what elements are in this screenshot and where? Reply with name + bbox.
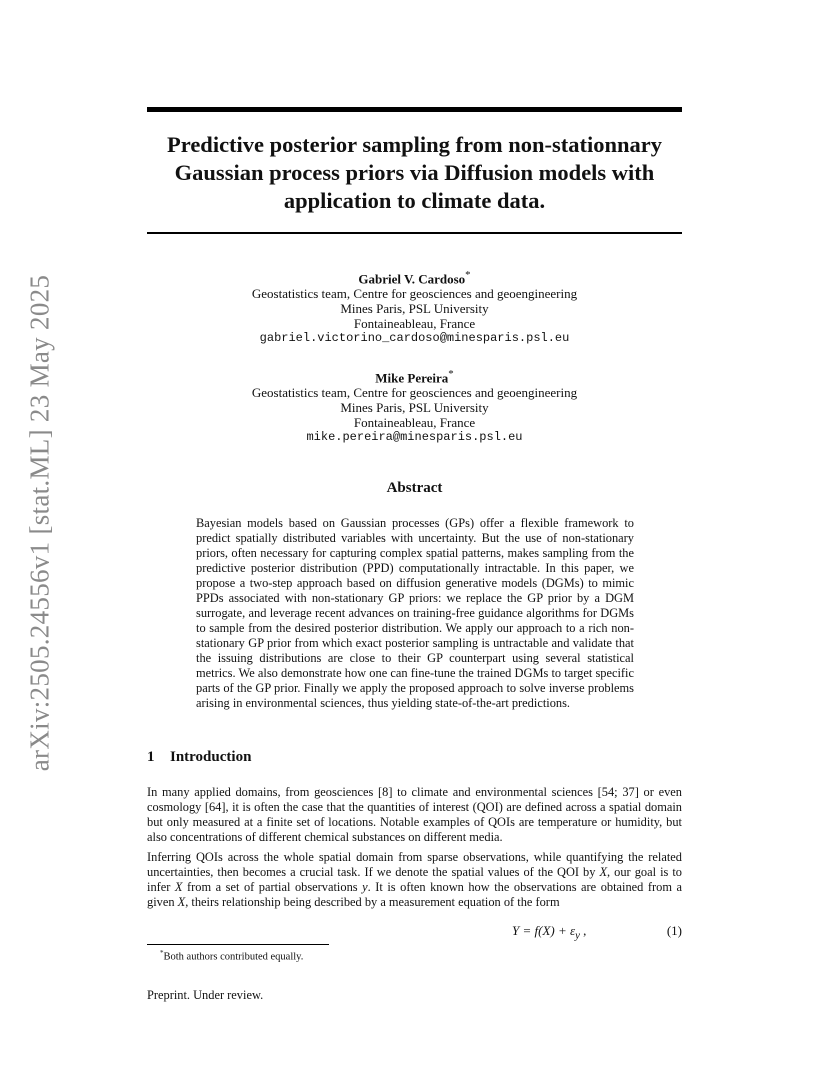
intro-paragraph-1: In many applied domains, from geosciences [8] to climate and environmental sciences [54; 37] or even cosmology [64], it is often the case that the quantities of interest (QOI) are defined across a spatial domain but only measured at a finite set of locations. Notable examples of QOIs are temperature or humidity, but also concentrations of different chemical substances on different media.	[147, 785, 682, 844]
section-heading	[147, 749, 251, 766]
abstract-text: Bayesian models based on Gaussian processes (GPs) offer a flexible framework to predict spatially distributed variables with uncertainty. But the use of non-stationary priors, often necessary for capturing complex spatial patterns, makes sampling from the predictive posterior distribution (PPD) computationally intractable. In this paper, we propose a two-step approach based on diffusion generative models (DGMs) to mimic PPDs associated with non-stationary GP priors: we replace the GP prior by a DGM surrogate, and leverage recent advances on training-free guidance algorithms for DGMs to sample from the desired posterior distribution. We apply our approach to a rich non-stationary GP prior from which exact posterior sampling is untractable and validate that the issuing distributions are close to their GP counterpart using several statistical metrics. We also demonstrate how one can fine-tune the trained DGMs to target specific parts of the GP prior. Finally we apply the proposed approach to solve inverse problems arising in environmental sciences, thus yielding state-of-the-art predictions.	[196, 516, 634, 710]
title-line: Predictive posterior sampling from non-stationnary	[167, 132, 662, 157]
author-name-text: Gabriel V. Cardoso	[358, 271, 466, 287]
author-footnote-mark: *	[448, 368, 454, 380]
equation-number: (1)	[666, 923, 682, 938]
author-footnote-mark: *	[465, 269, 471, 281]
section-title: Introduction	[170, 749, 252, 765]
author-name	[147, 367, 682, 385]
paper-title	[147, 131, 682, 215]
author-affiliation: Geostatistics team, Centre for geosciences and geoengineering	[251, 286, 578, 302]
footnote-rule	[147, 944, 329, 945]
equation-1	[147, 923, 682, 941]
author-name-text: Mike Pereira	[375, 370, 449, 386]
title-line: Gaussian process priors via Diffusion models with	[174, 160, 655, 185]
paragraph-text: from a set of partial observations	[182, 880, 363, 894]
author-location: Fontaineableau, France	[353, 415, 476, 431]
preprint-status: Preprint. Under review.	[147, 988, 264, 1002]
math-variable: y	[362, 880, 368, 894]
author-email[interactable]: gabriel.victorino_cardoso@minesparis.psl.eu	[259, 331, 570, 346]
author-email[interactable]: mike.pereira@minesparis.psl.eu	[306, 430, 523, 445]
top-rule	[147, 107, 682, 112]
arxiv-identifier: arXiv:2505.24556v1 [stat.ML] 23 May 2025	[24, 274, 55, 772]
footnote-mark: *	[160, 949, 164, 957]
intro-paragraph-2	[147, 850, 682, 910]
paragraph-text: , theirs relationship being described by a measurement equation of the form	[185, 895, 560, 909]
title-line: application to climate data.	[283, 188, 546, 213]
title-bottom-rule	[147, 232, 682, 234]
paragraph-text: . It is often known how the observations are obtained from a given	[147, 880, 682, 909]
paragraph-text: Inferring QOIs across the whole spatial domain from sparse observations, while quantifying the related uncertainties, then becomes a crucial task. If we denote the spatial values of the QOI by	[147, 850, 682, 879]
author-block-2	[147, 367, 682, 445]
paragraph-text: , our goal is to infer	[147, 865, 682, 894]
author-block-1	[147, 268, 682, 346]
equation-text: Y = f(X) + ε	[512, 923, 576, 938]
footnote	[160, 949, 303, 963]
footnote-text: Both authors contributed equally.	[163, 951, 304, 963]
section-number: 1	[147, 749, 155, 765]
author-location: Fontaineableau, France	[353, 316, 476, 332]
author-institution: Mines Paris, PSL University	[340, 400, 489, 416]
author-name	[147, 268, 682, 286]
math-variable: X	[177, 895, 186, 909]
math-variable: X	[599, 865, 608, 879]
equation-trail: ,	[579, 923, 587, 938]
equation-subscript: y	[575, 929, 580, 942]
author-institution: Mines Paris, PSL University	[340, 301, 489, 317]
author-affiliation: Geostatistics team, Centre for geosciences and geoengineering	[251, 385, 578, 401]
abstract-heading: Abstract	[386, 480, 443, 496]
equation-body	[512, 923, 586, 942]
math-variable: X	[174, 880, 183, 894]
